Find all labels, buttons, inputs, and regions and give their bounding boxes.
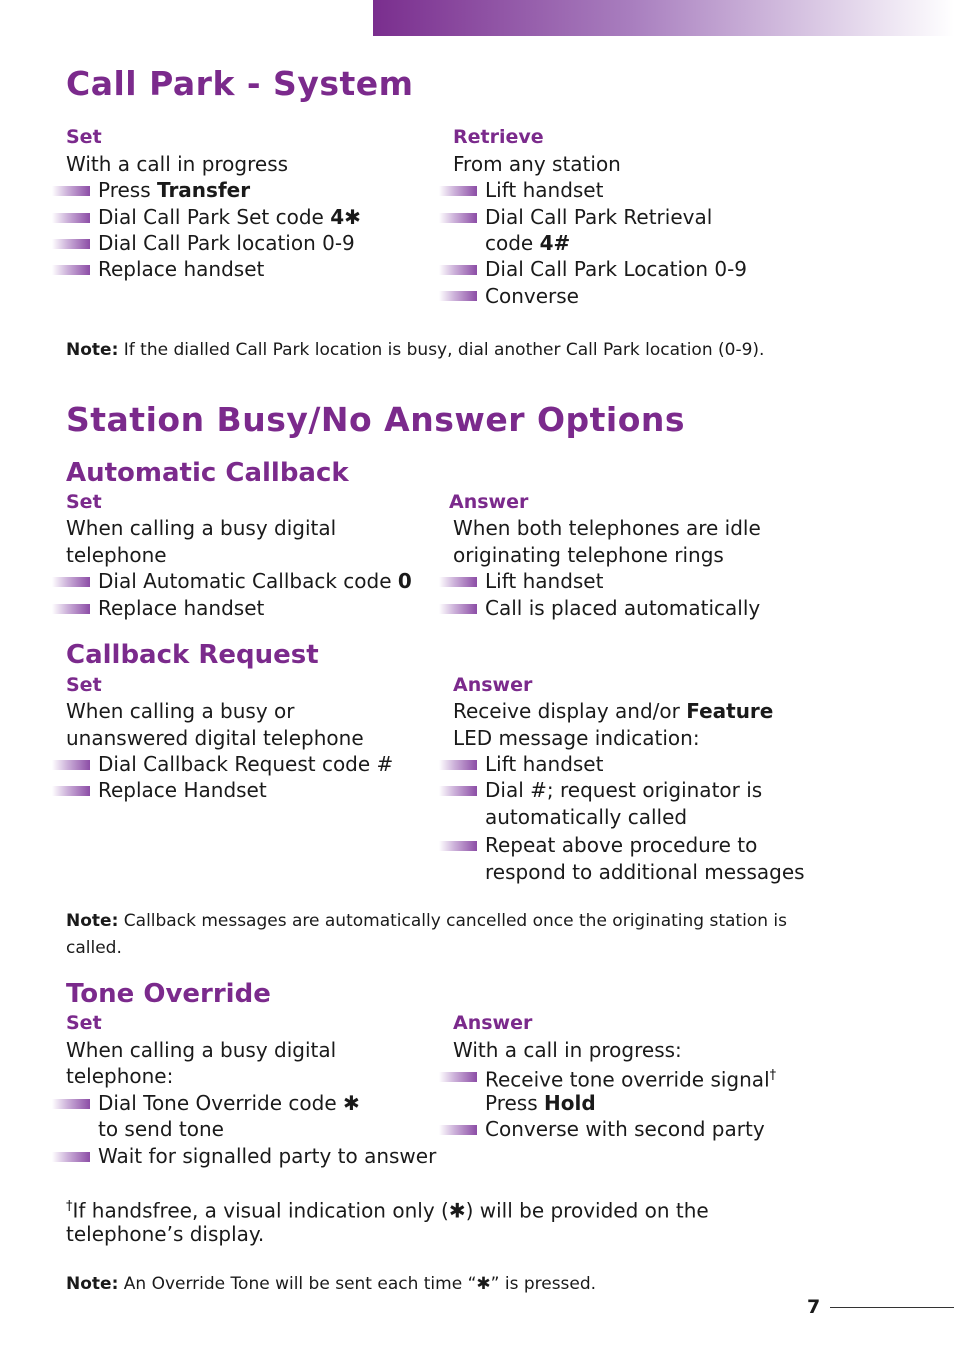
- bullet-bar-icon: [52, 186, 90, 196]
- callback-request-answer-intro-2: LED message indication:: [453, 726, 700, 750]
- callback-request-answer-step-2-cont: automatically called: [485, 805, 688, 829]
- tone-override-footnote: †If handsfree, a visual indication only (✱) will be provided on the: [66, 1198, 709, 1223]
- callback-request-answer-step-3: Repeat above procedure to: [485, 833, 758, 857]
- subsection-title-callback-request: Callback Request: [66, 640, 319, 670]
- tone-override-set-step-2: Wait for signalled party to answer: [98, 1144, 437, 1168]
- callback-request-answer-label: Answer: [453, 674, 533, 696]
- call-park-set-step-4: Replace handset: [98, 257, 265, 281]
- bullet-bar-icon: [439, 265, 477, 275]
- callback-request-answer-intro-1: Receive display and/or Feature: [453, 699, 774, 723]
- auto-callback-set-step-1: Dial Automatic Callback code 0: [98, 569, 412, 593]
- tone-override-set-label: Set: [66, 1012, 102, 1034]
- bullet-bar-icon: [52, 604, 90, 614]
- bullet-bar-icon: [439, 186, 477, 196]
- auto-callback-set-label: Set: [66, 491, 102, 513]
- bullet-bar-icon: [439, 604, 477, 614]
- page-number-rule: [830, 1307, 954, 1308]
- tone-override-answer-intro: With a call in progress:: [453, 1038, 682, 1062]
- bullet-bar-icon: [439, 213, 477, 223]
- subsection-title-automatic-callback: Automatic Callback: [66, 458, 349, 488]
- bullet-bar-icon: [439, 786, 477, 796]
- header-gradient-bar: [373, 0, 954, 36]
- page-number: 7: [807, 1296, 821, 1318]
- auto-callback-answer-step-2: Call is placed automatically: [485, 596, 761, 620]
- bullet-bar-icon: [52, 786, 90, 796]
- bullet-bar-icon: [52, 1152, 90, 1162]
- tone-override-answer-label: Answer: [453, 1012, 533, 1034]
- bullet-bar-icon: [52, 1099, 90, 1109]
- bullet-bar-icon: [439, 841, 477, 851]
- callback-note: Note: Callback messages are automatically cancelled once the originating station is called.: [66, 911, 787, 958]
- auto-callback-set-intro-2: telephone: [66, 543, 167, 567]
- tone-override-set-step-1: Dial Tone Override code ✱: [98, 1091, 360, 1115]
- bullet-bar-icon: [439, 760, 477, 770]
- call-park-set-intro: With a call in progress: [66, 152, 289, 176]
- call-park-retrieve-step-4: Converse: [485, 284, 579, 308]
- tone-override-answer-step-2: Converse with second party: [485, 1117, 765, 1141]
- bullet-bar-icon: [439, 577, 477, 587]
- subsection-title-tone-override: Tone Override: [66, 979, 271, 1009]
- callback-request-set-step-1: Dial Callback Request code #: [98, 752, 394, 776]
- call-park-retrieve-step-1: Lift handset: [485, 178, 604, 202]
- call-park-set-step-1: Press Transfer: [98, 178, 251, 202]
- auto-callback-set-intro-1: When calling a busy digital: [66, 516, 337, 540]
- bullet-bar-icon: [52, 577, 90, 587]
- call-park-set-step-2: Dial Call Park Set code 4✱: [98, 205, 361, 229]
- callback-request-set-label: Set: [66, 674, 102, 696]
- auto-callback-answer-step-1: Lift handset: [485, 569, 604, 593]
- auto-callback-answer-intro-2: originating telephone rings: [453, 543, 724, 567]
- tone-override-set-step-1-cont: to send tone: [98, 1117, 224, 1141]
- call-park-note: Note: If the dialled Call Park location is busy, dial another Call Park location (0-9).: [66, 340, 765, 360]
- tone-override-footnote-line-2: telephone’s display.: [66, 1222, 265, 1246]
- bullet-bar-icon: [439, 291, 477, 301]
- auto-callback-answer-label: Answer: [449, 491, 529, 513]
- callback-request-set-step-2: Replace Handset: [98, 778, 267, 802]
- bullet-bar-icon: [52, 239, 90, 249]
- tone-override-set-intro-1: When calling a busy digital: [66, 1038, 337, 1062]
- bullet-bar-icon: [439, 1072, 477, 1082]
- call-park-set-label: Set: [66, 126, 102, 148]
- callback-request-set-intro-2: unanswered digital telephone: [66, 726, 364, 750]
- auto-callback-set-step-2: Replace handset: [98, 596, 265, 620]
- call-park-retrieve-intro: From any station: [453, 152, 621, 176]
- call-park-set-step-3: Dial Call Park location 0-9: [98, 231, 355, 255]
- call-park-retrieve-label: Retrieve: [453, 126, 544, 148]
- tone-override-note: Note: An Override Tone will be sent each time “✱” is pressed.: [66, 1274, 597, 1294]
- bullet-bar-icon: [439, 1125, 477, 1135]
- callback-request-answer-step-3-cont: respond to additional messages: [485, 860, 805, 884]
- section-title-call-park: Call Park - System: [66, 64, 414, 103]
- section-title-station-busy: Station Busy/No Answer Options: [66, 400, 686, 439]
- bullet-bar-icon: [52, 213, 90, 223]
- callback-request-set-intro-1: When calling a busy or: [66, 699, 295, 723]
- tone-override-answer-step-1: Receive tone override signal†: [485, 1067, 777, 1092]
- call-park-retrieve-step-2: Dial Call Park Retrieval: [485, 205, 713, 229]
- auto-callback-answer-intro-1: When both telephones are idle: [453, 516, 761, 540]
- call-park-retrieve-step-2-cont: code 4#: [485, 231, 571, 255]
- tone-override-set-intro-2: telephone:: [66, 1064, 174, 1088]
- bullet-bar-icon: [52, 265, 90, 275]
- tone-override-answer-step-1-cont: Press Hold: [485, 1091, 596, 1115]
- callback-request-answer-step-1: Lift handset: [485, 752, 604, 776]
- bullet-bar-icon: [52, 760, 90, 770]
- callback-request-answer-step-2: Dial #; request originator is: [485, 778, 763, 802]
- call-park-retrieve-step-3: Dial Call Park Location 0-9: [485, 257, 748, 281]
